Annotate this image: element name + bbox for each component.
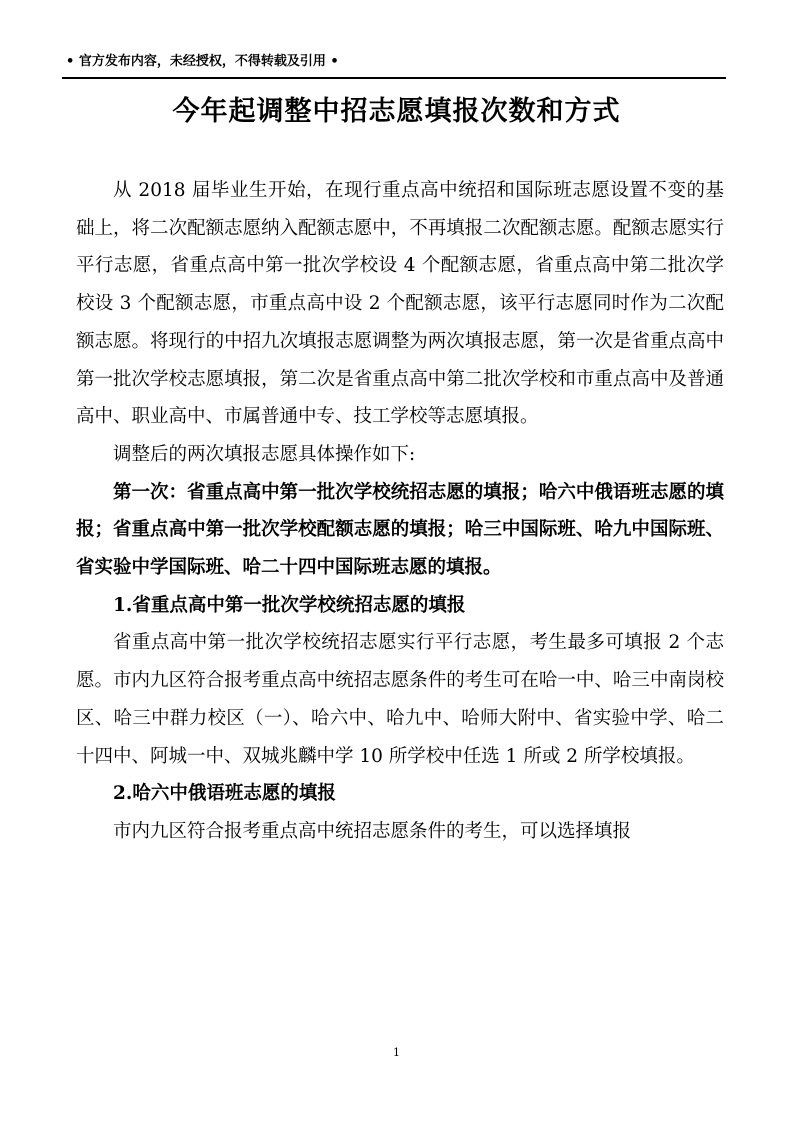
document-title: 今年起调整中招志愿填报次数和方式 [172, 96, 621, 127]
paragraph-operation-intro: 调整后的两次填报志愿具体操作如下: [113, 443, 416, 465]
paragraph-section-2: 市内九区符合报考重点高中统招志愿条件的考生，可以选择填报 [113, 820, 632, 842]
section-heading-2: 2.哈六中俄语班志愿的填报 [113, 783, 336, 805]
section-heading-1: 1.省重点高中第一批次学校统招志愿的填报 [113, 594, 466, 616]
paragraph-first-round: 第一次：省重点高中第一批次学校统招志愿的填报；哈六中俄语班志愿的填报；省重点高中第一批次学校配额志愿的填报；哈三中国际班、哈九中国际班、省实验中学国际班、哈二十四中国际班志愿的填报。 [76, 481, 724, 579]
paragraph-intro: 从 2018 届毕业生开始，在现行重点高中统招和国际班志愿设置不变的基础上，将二次配额志愿纳入配额志愿中，不再填报二次配额志愿。配额志愿实行平行志愿，省重点高中第一批次学校设 4 个配额志愿，省重点高中第二批次学校设 3 个配额志愿，市重点高中设 2 个配额志愿，该平行志愿同时作为二次配额志愿。将现行的中招九次填报志愿调整为两次填报志愿，第一次是省重点高中第一批次学校志愿填报，第二次是省重点高中第二批次学校和市重点高中及普通高中、职业高中、市属普通中专、技工学校等志愿填报。 [76, 180, 724, 428]
header-notice: • 官方发布内容，未经授权，不得转载及引用 • [66, 54, 339, 69]
document-body [76, 172, 724, 851]
header-divider [62, 77, 726, 79]
page-number: 1 [393, 1046, 400, 1059]
paragraph-section-1: 省重点高中第一批次学校统招志愿实行平行志愿，考生最多可填报 2 个志愿。市内九区符合报考重点高中统招志愿条件的考生可在哈一中、哈三中南岗校区、哈三中群力校区（一）、哈六中、哈九中、哈师大附中、省实验中学、哈二十四中、阿城一中、双城兆麟中学 10 所学校中任选 1 所或 2 所学校填报。 [76, 632, 724, 767]
